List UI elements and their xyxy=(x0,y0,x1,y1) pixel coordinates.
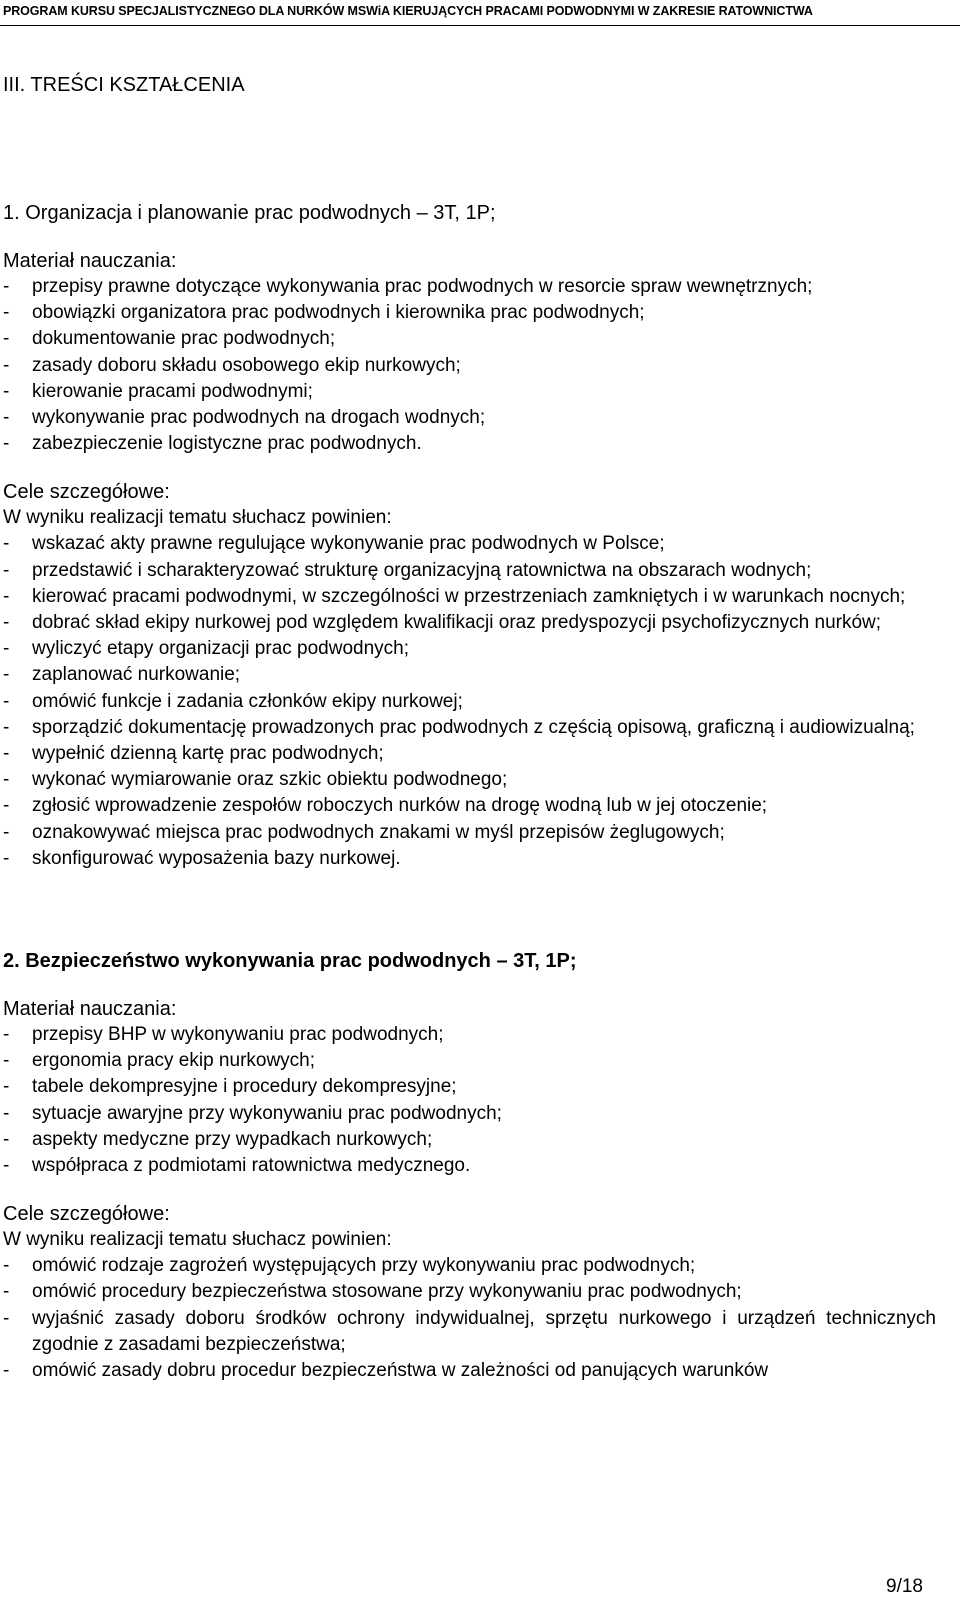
list-item-text: wskazać akty prawne regulujące wykonywanie prac podwodnych w Polsce; xyxy=(32,533,665,555)
section-1-material-list xyxy=(3,274,936,457)
bullet-dash: - xyxy=(3,276,10,297)
bullet-dash: - xyxy=(3,1024,10,1046)
bullet-dash: - xyxy=(3,716,10,738)
list-item-text: zabezpieczenie logistyczne prac podwodnych. xyxy=(32,433,422,455)
list-item xyxy=(3,1048,936,1074)
section-1-goals-heading: Cele szczegółowe: xyxy=(3,481,170,504)
list-item xyxy=(3,558,936,584)
list-item-text: aspekty medyczne przy wypadkach nurkowych; xyxy=(32,1128,433,1150)
list-item xyxy=(3,326,936,352)
bullet-dash: - xyxy=(3,533,10,555)
document-body xyxy=(3,72,936,1384)
list-item-text: kierowanie pracami podwodnymi; xyxy=(32,380,313,402)
list-item-text: skonfigurować wyposażenia bazy nurkowej. xyxy=(32,847,401,869)
list-item xyxy=(3,793,936,819)
bullet-dash: - xyxy=(3,743,10,765)
bullet-dash: - xyxy=(3,559,10,581)
list-item xyxy=(3,1358,936,1384)
bullet-dash: - xyxy=(3,380,10,402)
bullet-dash: - xyxy=(3,354,10,376)
bullet-dash: - xyxy=(3,638,10,660)
list-item-text: omówić rodzaje zagrożeń występujących przy wykonywaniu prac podwodnych; xyxy=(32,1255,696,1277)
list-item-text: współpraca z podmiotami ratownictwa medycznego. xyxy=(32,1155,471,1177)
page-number: 9/18 xyxy=(886,1576,923,1597)
section-1-goals-lead: W wyniku realizacji tematu słuchacz powinien: xyxy=(3,507,392,529)
section-2-material-list xyxy=(3,1022,936,1179)
list-item xyxy=(3,431,936,457)
bullet-dash: - xyxy=(3,1307,10,1329)
bullet-dash: - xyxy=(3,328,10,350)
list-item xyxy=(3,767,936,793)
list-item xyxy=(3,662,936,688)
bullet-dash: - xyxy=(3,302,10,324)
bullet-dash: - xyxy=(3,664,10,686)
list-item xyxy=(3,531,936,557)
bullet-dash: - xyxy=(3,795,10,817)
section-2-goals-lead: W wyniku realizacji tematu słuchacz powinien: xyxy=(3,1229,392,1251)
section-2-title: 2. Bezpieczeństwo wykonywania prac podwodnych – 3T, 1P; xyxy=(3,950,577,973)
list-item xyxy=(3,300,936,326)
list-item xyxy=(3,1153,936,1179)
list-item-text: przepisy prawne dotyczące wykonywania prac podwodnych w resorcie spraw wewnętrznych; xyxy=(32,276,813,297)
bullet-dash: - xyxy=(3,1155,10,1177)
section-1-material-heading: Materiał nauczania: xyxy=(3,250,177,272)
list-item xyxy=(3,1074,936,1100)
list-item xyxy=(3,1279,936,1305)
bullet-dash: - xyxy=(3,433,10,455)
list-item-text: dobrać skład ekipy nurkowej pod względem kwalifikacji oraz predyspozycji psychofizycznych nurków; xyxy=(32,612,882,634)
list-item xyxy=(3,820,936,846)
bullet-dash: - xyxy=(3,1281,10,1303)
bullet-dash: - xyxy=(3,407,10,429)
list-item xyxy=(3,353,936,379)
bullet-dash: - xyxy=(3,690,10,712)
list-item xyxy=(3,274,936,300)
list-item-text: omówić funkcje i zadania członków ekipy nurkowej; xyxy=(32,690,463,712)
bullet-dash: - xyxy=(3,847,10,869)
list-item xyxy=(3,636,936,662)
bullet-dash: - xyxy=(3,769,10,791)
list-item xyxy=(3,1253,936,1279)
list-item-text: oznakowywać miejsca prac podwodnych znakami w myśl przepisów żeglugowych; xyxy=(32,821,725,843)
list-item xyxy=(3,1127,936,1153)
list-item-text: kierować pracami podwodnymi, w szczególności w przestrzeniach zamkniętych i w warunkach nocnych; xyxy=(32,585,906,607)
list-item xyxy=(3,741,936,767)
list-item-text: wypełnić dzienną kartę prac podwodnych; xyxy=(32,743,384,765)
running-header: PROGRAM KURSU SPECJALISTYCZNEGO DLA NURKÓW MSWiA KIERUJĄCYCH PRACAMI PODWODNYMI W ZAKRESIE RATOWNICTWA xyxy=(0,0,960,26)
chapter-title: III. TREŚCI KSZTAŁCENIA xyxy=(3,74,245,96)
list-item xyxy=(3,584,936,610)
list-item xyxy=(3,610,936,636)
list-item-text: sporządzić dokumentację prowadzonych prac podwodnych z częścią opisową, graficzną i audiowizualną; xyxy=(32,716,915,738)
list-item xyxy=(3,715,936,741)
list-item-text: zaplanować nurkowanie; xyxy=(32,664,241,686)
list-item xyxy=(3,846,936,872)
bullet-dash: - xyxy=(3,1076,10,1098)
list-item-text: dokumentowanie prac podwodnych; xyxy=(32,328,336,350)
list-item-text: przepisy BHP w wykonywaniu prac podwodnych; xyxy=(32,1024,444,1046)
list-item xyxy=(3,405,936,431)
list-item xyxy=(3,1306,936,1358)
list-item xyxy=(3,689,936,715)
list-item-text: wykonać wymiarowanie oraz szkic obiektu podwodnego; xyxy=(32,769,508,791)
bullet-dash: - xyxy=(3,612,10,634)
bullet-dash: - xyxy=(3,1128,10,1150)
list-item xyxy=(3,1022,936,1048)
bullet-dash: - xyxy=(3,585,10,607)
list-item-text: omówić procedury bezpieczeństwa stosowane przy wykonywaniu prac podwodnych; xyxy=(32,1281,742,1303)
list-item-text: tabele dekompresyjne i procedury dekompresyjne; xyxy=(32,1076,457,1098)
section-2-goals-list xyxy=(3,1253,936,1384)
bullet-dash: - xyxy=(3,821,10,843)
bullet-dash: - xyxy=(3,1050,10,1072)
section-2-material-heading: Materiał nauczania: xyxy=(3,998,177,1021)
bullet-dash: - xyxy=(3,1255,10,1277)
list-item xyxy=(3,1101,936,1127)
list-item xyxy=(3,379,936,405)
list-item-text: przedstawić i scharakteryzować strukturę organizacyjną ratownictwa na obszarach wodnych; xyxy=(32,559,812,581)
list-item-text: obowiązki organizatora prac podwodnych i kierownika prac podwodnych; xyxy=(32,302,645,324)
bullet-dash: - xyxy=(3,1360,10,1382)
list-item-text: omówić zasady dobru procedur bezpieczeństwa w zależności od panujących warunków xyxy=(32,1360,769,1382)
list-item-text: ergonomia pracy ekip nurkowych; xyxy=(32,1050,316,1072)
list-item-text: zasady doboru składu osobowego ekip nurkowych; xyxy=(32,354,461,376)
section-2-goals-heading: Cele szczegółowe: xyxy=(3,1203,170,1226)
list-item-text: wyliczyć etapy organizacji prac podwodnych; xyxy=(32,638,410,660)
bullet-dash: - xyxy=(3,1102,10,1124)
list-item-text: wyjaśnić zasady doboru środków ochrony indywidualnej, sprzętu nurkowego i urządzeń technicznych zgodnie z zasadami bezpieczeństwa; xyxy=(32,1307,936,1355)
list-item-text: wykonywanie prac podwodnych na drogach wodnych; xyxy=(32,407,486,429)
section-1-title: 1. Organizacja i planowanie prac podwodnych – 3T, 1P; xyxy=(3,202,496,224)
section-1-goals-list xyxy=(3,531,936,872)
list-item-text: zgłosić wprowadzenie zespołów roboczych nurków na drogę wodną lub w jej otoczenie; xyxy=(32,795,768,817)
list-item-text: sytuacje awaryjne przy wykonywaniu prac podwodnych; xyxy=(32,1102,502,1124)
